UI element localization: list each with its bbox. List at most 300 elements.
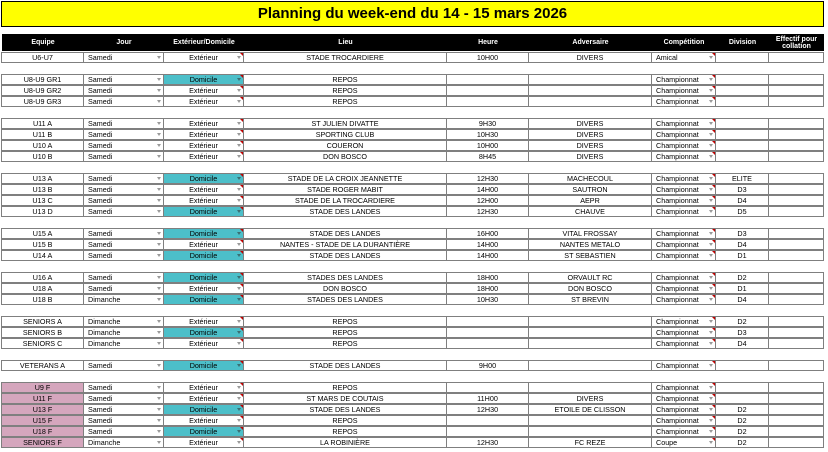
chevron-down-icon[interactable] [237, 188, 241, 191]
jour-cell[interactable] [83, 52, 164, 63]
lieu-type-cell-text: Domicile [189, 328, 218, 337]
adversaire-cell-text: MACHECOUL [567, 174, 613, 183]
heure-cell-text: 9H00 [478, 361, 497, 370]
jour-cell[interactable] [83, 250, 164, 261]
header-division: Division [728, 39, 757, 46]
equipe-cell [1, 294, 84, 305]
heure-cell [446, 426, 529, 437]
competition-cell[interactable] [651, 206, 716, 217]
chevron-down-icon[interactable] [237, 155, 241, 158]
jour-cell[interactable] [83, 360, 164, 371]
jour-cell-text: Samedi [88, 416, 113, 425]
chevron-down-icon[interactable] [157, 133, 161, 136]
competition-cell[interactable] [651, 360, 716, 371]
chevron-down-icon[interactable] [709, 78, 713, 81]
chevron-down-icon[interactable] [709, 298, 713, 301]
chevron-down-icon[interactable] [157, 331, 161, 334]
division-cell [715, 151, 769, 162]
equipe-cell-text: U13 C [32, 196, 53, 205]
heure-cell-text: 12H30 [476, 207, 499, 216]
competition-cell[interactable] [651, 338, 716, 349]
division-cell [715, 250, 769, 261]
lieu-cell [243, 272, 447, 283]
heure-cell [446, 283, 529, 294]
chevron-down-icon[interactable] [157, 254, 161, 257]
lieu-type-cell[interactable] [163, 316, 244, 327]
lieu-type-cell[interactable] [163, 294, 244, 305]
chevron-down-icon[interactable] [157, 320, 161, 323]
chevron-down-icon[interactable] [709, 243, 713, 246]
competition-cell[interactable] [651, 96, 716, 107]
effectif-cell [768, 415, 824, 426]
lieu-type-cell-text: Extérieur [189, 317, 218, 326]
effectif-cell [768, 239, 824, 250]
division-cell [715, 96, 769, 107]
equipe-cell-text: SENIORS B [22, 328, 63, 337]
equipe-cell-text: SENIORS F [23, 438, 62, 447]
jour-cell[interactable] [83, 228, 164, 239]
equipe-cell-text: U8-U9 GR2 [23, 86, 62, 95]
competition-cell[interactable] [651, 228, 716, 239]
equipe-cell-text: U6-U7 [32, 53, 53, 62]
lieu-cell-text: STADE ROGER MABIT [307, 185, 383, 194]
effectif-cell [768, 173, 824, 184]
jour-cell-text: Samedi [88, 405, 113, 414]
equipe-cell [1, 52, 84, 63]
chevron-down-icon[interactable] [237, 243, 241, 246]
lieu-type-cell[interactable] [163, 437, 244, 448]
lieu-type-cell[interactable] [163, 272, 244, 283]
jour-cell[interactable] [83, 239, 164, 250]
equipe-cell-text: U13 B [32, 185, 53, 194]
jour-cell[interactable] [83, 415, 164, 426]
chevron-down-icon[interactable] [157, 408, 161, 411]
competition-cell[interactable] [651, 129, 716, 140]
chevron-down-icon[interactable] [157, 210, 161, 213]
adversaire-cell [528, 272, 652, 283]
lieu-type-cell-text: Extérieur [189, 394, 218, 403]
competition-cell[interactable] [651, 184, 716, 195]
lieu-type-cell[interactable] [163, 96, 244, 107]
equipe-cell-text: U15 B [32, 240, 53, 249]
competition-cell[interactable] [651, 195, 716, 206]
effectif-cell [768, 338, 824, 349]
chevron-down-icon[interactable] [237, 78, 241, 81]
jour-cell-text: Samedi [88, 152, 113, 161]
heure-cell [446, 129, 529, 140]
equipe-cell [1, 151, 84, 162]
chevron-down-icon[interactable] [237, 210, 241, 213]
competition-cell[interactable] [651, 283, 716, 294]
jour-cell-text: Samedi [88, 361, 113, 370]
lieu-cell-text: STADE DES LANDES [309, 207, 381, 216]
effectif-cell [768, 404, 824, 415]
jour-cell-text: Samedi [88, 284, 113, 293]
lieu-type-cell[interactable] [163, 404, 244, 415]
competition-cell[interactable] [651, 393, 716, 404]
jour-cell[interactable] [83, 294, 164, 305]
lieu-type-cell-text: Extérieur [189, 86, 218, 95]
lieu-type-cell[interactable] [163, 184, 244, 195]
chevron-down-icon[interactable] [237, 408, 241, 411]
jour-cell[interactable] [83, 96, 164, 107]
chevron-down-icon[interactable] [157, 122, 161, 125]
effectif-cell [768, 393, 824, 404]
chevron-down-icon[interactable] [709, 144, 713, 147]
lieu-type-cell[interactable] [163, 327, 244, 338]
jour-cell[interactable] [83, 85, 164, 96]
chevron-down-icon[interactable] [157, 243, 161, 246]
jour-cell[interactable] [83, 195, 164, 206]
jour-cell-text: Samedi [88, 75, 113, 84]
chevron-down-icon[interactable] [237, 232, 241, 235]
table-row [2, 140, 824, 151]
jour-cell[interactable] [83, 283, 164, 294]
effectif-cell [768, 437, 824, 448]
lieu-type-cell-text: Extérieur [189, 53, 218, 62]
heure-cell [446, 404, 529, 415]
competition-cell[interactable] [651, 74, 716, 85]
adversaire-cell [528, 74, 652, 85]
chevron-down-icon[interactable] [709, 276, 713, 279]
lieu-cell-text: NANTES - STADE DE LA DURANTIÈRE [279, 240, 411, 249]
chevron-down-icon[interactable] [709, 397, 713, 400]
chevron-down-icon[interactable] [237, 276, 241, 279]
chevron-down-icon[interactable] [157, 287, 161, 290]
chevron-down-icon[interactable] [237, 122, 241, 125]
lieu-type-cell[interactable] [163, 52, 244, 63]
competition-cell[interactable] [651, 151, 716, 162]
chevron-down-icon[interactable] [237, 199, 241, 202]
jour-cell-text: Samedi [88, 141, 113, 150]
chevron-down-icon[interactable] [709, 408, 713, 411]
header-jour: Jour [116, 39, 132, 46]
chevron-down-icon[interactable] [709, 386, 713, 389]
lieu-type-cell[interactable] [163, 129, 244, 140]
chevron-down-icon[interactable] [237, 430, 241, 433]
division-cell [715, 415, 769, 426]
division-cell [715, 52, 769, 63]
chevron-down-icon[interactable] [709, 177, 713, 180]
chevron-down-icon[interactable] [157, 155, 161, 158]
lieu-cell-text: STADE DES LANDES [309, 229, 381, 238]
lieu-cell [243, 382, 447, 393]
jour-cell-text: Samedi [88, 53, 113, 62]
competition-cell[interactable] [651, 85, 716, 96]
effectif-cell [768, 316, 824, 327]
chevron-down-icon[interactable] [709, 331, 713, 334]
chevron-down-icon[interactable] [237, 144, 241, 147]
chevron-down-icon[interactable] [709, 155, 713, 158]
division-cell-text: D3 [737, 328, 747, 337]
table-row [2, 250, 824, 261]
equipe-cell [1, 85, 84, 96]
chevron-down-icon[interactable] [237, 320, 241, 323]
division-cell [715, 327, 769, 338]
adversaire-cell [528, 360, 652, 371]
competition-cell[interactable] [651, 294, 716, 305]
lieu-type-cell[interactable] [163, 239, 244, 250]
lieu-cell [243, 393, 447, 404]
lieu-type-cell[interactable] [163, 85, 244, 96]
jour-cell[interactable] [83, 129, 164, 140]
lieu-type-cell[interactable] [163, 151, 244, 162]
lieu-type-cell[interactable] [163, 140, 244, 151]
jour-cell-text: Samedi [88, 427, 113, 436]
adversaire-cell [528, 173, 652, 184]
division-cell [715, 382, 769, 393]
chevron-down-icon[interactable] [237, 298, 241, 301]
competition-cell[interactable] [651, 250, 716, 261]
competition-cell[interactable] [651, 404, 716, 415]
division-cell [715, 173, 769, 184]
lieu-type-cell[interactable] [163, 338, 244, 349]
jour-cell[interactable] [83, 140, 164, 151]
lieu-type-cell[interactable] [163, 195, 244, 206]
jour-cell[interactable] [83, 272, 164, 283]
lieu-type-cell[interactable] [163, 74, 244, 85]
heure-cell [446, 52, 529, 63]
jour-cell[interactable] [83, 151, 164, 162]
competition-cell[interactable] [651, 316, 716, 327]
lieu-type-cell[interactable] [163, 360, 244, 371]
lieu-cell-text: STADES DES LANDES [307, 295, 383, 304]
adversaire-cell [528, 52, 652, 63]
chevron-down-icon[interactable] [709, 430, 713, 433]
chevron-down-icon[interactable] [709, 56, 713, 59]
chevron-down-icon[interactable] [709, 320, 713, 323]
jour-cell[interactable] [83, 426, 164, 437]
adversaire-cell [528, 316, 652, 327]
chevron-down-icon[interactable] [709, 100, 713, 103]
equipe-cell [1, 173, 84, 184]
chevron-down-icon[interactable] [237, 100, 241, 103]
chevron-down-icon[interactable] [157, 430, 161, 433]
adversaire-cell [528, 294, 652, 305]
chevron-down-icon[interactable] [157, 199, 161, 202]
competition-cell[interactable] [651, 327, 716, 338]
equipe-cell [1, 393, 84, 404]
table-row [2, 85, 824, 96]
lieu-type-cell-text: Extérieur [189, 185, 218, 194]
lieu-cell [243, 52, 447, 63]
chevron-down-icon[interactable] [157, 232, 161, 235]
equipe-cell-text: U16 A [32, 273, 53, 282]
lieu-type-cell[interactable] [163, 283, 244, 294]
equipe-cell [1, 437, 84, 448]
competition-cell[interactable] [651, 118, 716, 129]
competition-cell[interactable] [651, 426, 716, 437]
chevron-down-icon[interactable] [157, 441, 161, 444]
chevron-down-icon[interactable] [709, 232, 713, 235]
jour-cell[interactable] [83, 437, 164, 448]
lieu-type-cell[interactable] [163, 382, 244, 393]
chevron-down-icon[interactable] [237, 89, 241, 92]
jour-cell[interactable] [83, 338, 164, 349]
adversaire-cell [528, 283, 652, 294]
lieu-cell-text: ST MARS DE COUTAIS [306, 394, 384, 403]
chevron-down-icon[interactable] [157, 276, 161, 279]
chevron-down-icon[interactable] [157, 144, 161, 147]
chevron-down-icon[interactable] [709, 287, 713, 290]
chevron-down-icon[interactable] [709, 342, 713, 345]
header-effectif: Effectif pour collation [775, 35, 818, 50]
competition-cell[interactable] [651, 437, 716, 448]
chevron-down-icon[interactable] [709, 133, 713, 136]
division-cell-text: D4 [737, 339, 747, 348]
competition-cell-text: Championnat [656, 339, 699, 348]
heure-cell-text: 12H30 [476, 174, 499, 183]
jour-cell-text: Samedi [88, 240, 113, 249]
jour-cell[interactable] [83, 206, 164, 217]
lieu-cell-text: REPOS [332, 75, 358, 84]
division-cell-text: D4 [737, 295, 747, 304]
jour-cell[interactable] [83, 404, 164, 415]
lieu-type-cell[interactable] [163, 228, 244, 239]
page-title: Planning du week-end du 14 - 15 mars 2026 [1, 1, 824, 27]
chevron-down-icon[interactable] [157, 419, 161, 422]
lieu-cell [243, 206, 447, 217]
chevron-down-icon[interactable] [709, 89, 713, 92]
adversaire-cell-text: ST BREVIN [571, 295, 609, 304]
chevron-down-icon[interactable] [709, 199, 713, 202]
jour-cell-text: Samedi [88, 185, 113, 194]
lieu-type-cell[interactable] [163, 415, 244, 426]
heure-cell [446, 206, 529, 217]
heure-cell [446, 239, 529, 250]
division-cell [715, 404, 769, 415]
adversaire-cell [528, 239, 652, 250]
chevron-down-icon[interactable] [237, 133, 241, 136]
jour-cell-text: Samedi [88, 383, 113, 392]
lieu-type-cell-text: Extérieur [189, 141, 218, 150]
chevron-down-icon[interactable] [237, 56, 241, 59]
table-row [2, 415, 824, 426]
lieu-cell-text: ST JULIEN DIVATTE [311, 119, 379, 128]
heure-cell [446, 327, 529, 338]
chevron-down-icon[interactable] [157, 298, 161, 301]
lieu-cell [243, 426, 447, 437]
competition-cell[interactable] [651, 415, 716, 426]
jour-cell[interactable] [83, 173, 164, 184]
lieu-type-cell[interactable] [163, 173, 244, 184]
equipe-cell [1, 316, 84, 327]
chevron-down-icon[interactable] [709, 122, 713, 125]
heure-cell-text: 12H30 [476, 438, 499, 447]
adversaire-cell-text: DIVERS [576, 53, 604, 62]
chevron-down-icon[interactable] [157, 342, 161, 345]
lieu-type-cell-text: Domicile [189, 295, 218, 304]
effectif-cell [768, 129, 824, 140]
lieu-type-cell[interactable] [163, 426, 244, 437]
chevron-down-icon[interactable] [237, 364, 241, 367]
chevron-down-icon[interactable] [237, 254, 241, 257]
adversaire-cell [528, 437, 652, 448]
chevron-down-icon[interactable] [157, 177, 161, 180]
equipe-cell [1, 272, 84, 283]
chevron-down-icon[interactable] [709, 210, 713, 213]
jour-cell[interactable] [83, 327, 164, 338]
table-row [2, 360, 824, 371]
adversaire-cell [528, 426, 652, 437]
jour-cell[interactable] [83, 393, 164, 404]
chevron-down-icon[interactable] [157, 397, 161, 400]
jour-cell-text: Samedi [88, 119, 113, 128]
chevron-down-icon[interactable] [157, 364, 161, 367]
competition-cell[interactable] [651, 52, 716, 63]
competition-cell-text: Championnat [656, 416, 699, 425]
division-cell [715, 338, 769, 349]
table-row [2, 327, 824, 338]
chevron-down-icon[interactable] [157, 386, 161, 389]
chevron-down-icon[interactable] [237, 287, 241, 290]
lieu-type-cell-text: Domicile [189, 174, 218, 183]
chevron-down-icon[interactable] [237, 397, 241, 400]
chevron-down-icon[interactable] [709, 364, 713, 367]
competition-cell[interactable] [651, 382, 716, 393]
chevron-down-icon[interactable] [237, 386, 241, 389]
chevron-down-icon[interactable] [157, 78, 161, 81]
effectif-cell [768, 184, 824, 195]
equipe-cell-text: U10 B [32, 152, 53, 161]
adversaire-cell [528, 327, 652, 338]
division-cell [715, 184, 769, 195]
jour-cell[interactable] [83, 382, 164, 393]
jour-cell[interactable] [83, 74, 164, 85]
jour-cell[interactable] [83, 184, 164, 195]
competition-cell[interactable] [651, 272, 716, 283]
chevron-down-icon[interactable] [709, 441, 713, 444]
lieu-cell [243, 316, 447, 327]
jour-cell-text: Samedi [88, 273, 113, 282]
chevron-down-icon[interactable] [709, 188, 713, 191]
chevron-down-icon[interactable] [709, 254, 713, 257]
lieu-type-cell[interactable] [163, 118, 244, 129]
equipe-cell [1, 327, 84, 338]
chevron-down-icon[interactable] [157, 100, 161, 103]
lieu-type-cell-text: Domicile [189, 273, 218, 282]
jour-cell[interactable] [83, 316, 164, 327]
chevron-down-icon[interactable] [709, 419, 713, 422]
chevron-down-icon[interactable] [237, 441, 241, 444]
chevron-down-icon[interactable] [237, 177, 241, 180]
lieu-cell [243, 228, 447, 239]
competition-cell-text: Championnat [656, 97, 699, 106]
lieu-cell [243, 250, 447, 261]
equipe-cell-text: U8-U9 GR1 [23, 75, 62, 84]
competition-cell[interactable] [651, 173, 716, 184]
equipe-cell-text: U11 A [32, 119, 53, 128]
chevron-down-icon[interactable] [157, 56, 161, 59]
chevron-down-icon[interactable] [157, 188, 161, 191]
division-cell [715, 206, 769, 217]
chevron-down-icon[interactable] [157, 89, 161, 92]
chevron-down-icon[interactable] [237, 342, 241, 345]
jour-cell[interactable] [83, 118, 164, 129]
lieu-type-cell-text: Extérieur [189, 438, 218, 447]
chevron-down-icon[interactable] [237, 419, 241, 422]
lieu-type-cell[interactable] [163, 393, 244, 404]
competition-cell[interactable] [651, 140, 716, 151]
lieu-cell [243, 195, 447, 206]
equipe-cell [1, 96, 84, 107]
competition-cell[interactable] [651, 239, 716, 250]
heure-cell [446, 228, 529, 239]
lieu-type-cell[interactable] [163, 250, 244, 261]
lieu-type-cell[interactable] [163, 206, 244, 217]
heure-cell [446, 173, 529, 184]
chevron-down-icon[interactable] [237, 331, 241, 334]
